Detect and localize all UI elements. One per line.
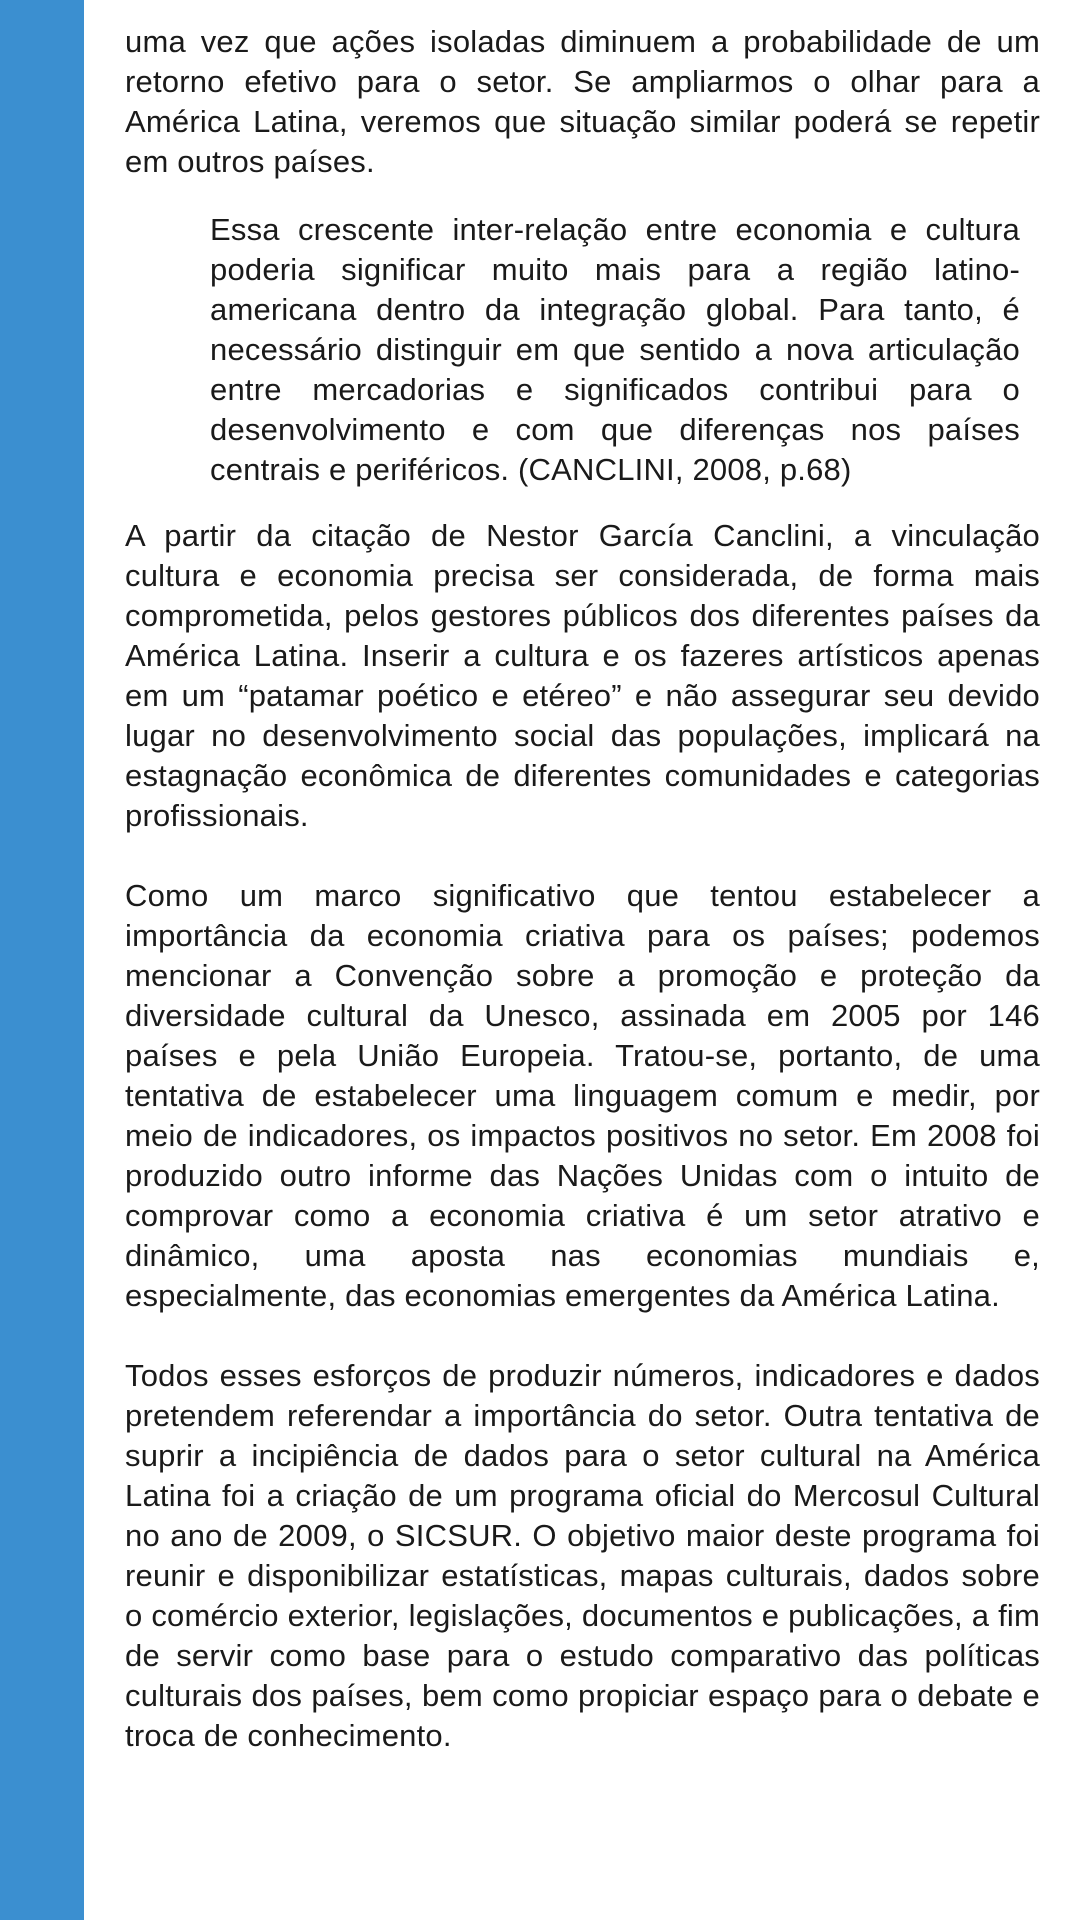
paragraph-sicsur: Todos esses esforços de produzir números, indicadores e dados pretendem referendar a importância do setor. Outra tentativa de suprir a incipiência de dados para o setor cultural na América Latina foi a criação de um programa oficial do Mercosul Cultural no ano de 2009, o SICSUR. O objetivo maior deste programa foi reunir e disponibilizar estatísticas, mapas culturais, dados sobre o comércio exterior, legislações, documentos e publicações, a fim de servir como base para o estudo comparativo das políticas culturais dos países, bem como propiciar espaço para o debate e troca de conhecimento. [125,1358,1040,1753]
page-content [125,22,1040,1756]
paragraph-canclini-analysis: A partir da citação de Nestor García Canclini, a vinculação cultura e economia precisa ser considerada, de forma mais comprometida, pelos gestores públicos dos diferentes países da América Latina. Inserir a cultura e os fazeres artísticos apenas em um “patamar poético e etéreo” e não assegurar seu devido lugar no desenvolvimento social das populações, implicará na estagnação econômica de diferentes comunidades e categorias profissionais. [125,518,1040,833]
block-quote-canclini: Essa crescente inter-relação entre economia e cultura poderia significar muito mais para a região latino-americana dentro da integração global. Para tanto, é necessário distinguir em que sentido a nova articulação entre mercadorias e significados contribui para o desenvolvimento e com que diferenças nos países centrais e periféricos. (CANCLINI, 2008, p.68) [210,212,1020,487]
left-accent-bar [0,0,84,1920]
paragraph-intro: uma vez que ações isoladas diminuem a probabilidade de um retorno efetivo para o setor. Se ampliarmos o olhar para a América Latina, veremos que situação similar poderá se repetir em outros países. [125,24,1040,179]
paragraph-unesco-convention: Como um marco significativo que tentou estabelecer a importância da economia criativa para os países; podemos mencionar a Convenção sobre a promoção e proteção da diversidade cultural da Unesco, assinada em 2005 por 146 países e pela União Europeia. Tratou-se, portanto, de uma tentativa de estabelecer uma linguagem comum e medir, por meio de indicadores, os impactos positivos no setor. Em 2008 foi produzido outro informe das Nações Unidas com o intuito de comprovar como a economia criativa é um setor atrativo e dinâmico, uma aposta nas economias mundiais e, especialmente, das economias emergentes da América Latina. [125,878,1040,1313]
